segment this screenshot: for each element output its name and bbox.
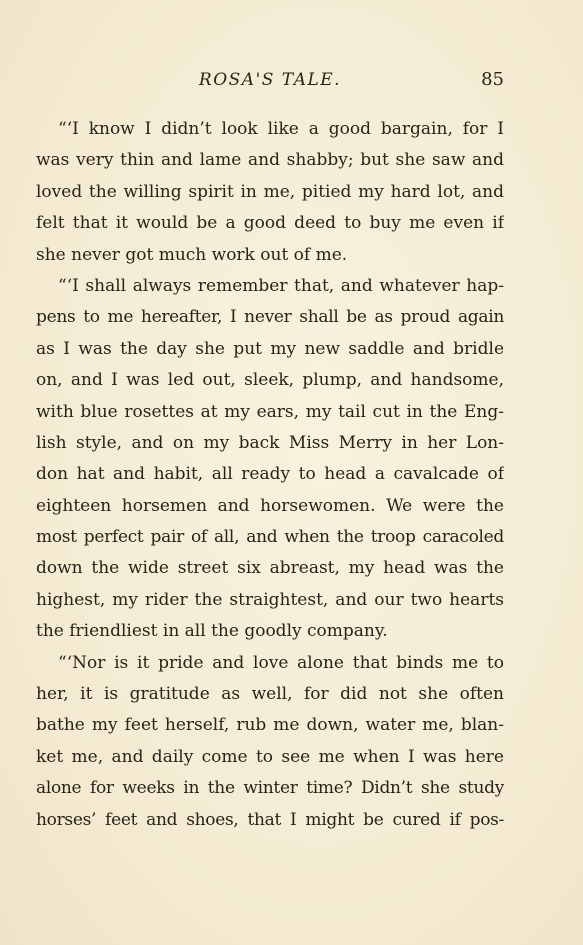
text-line: lish style, and on my back Miss Merry in her Lon- [36,432,504,453]
text-line: “‘I know I didn’t look like a good bargain, for I [58,119,504,139]
text-line: loved the willing spirit in me, pitied my hard lot, and [36,181,504,202]
text-line: the friendliest in all the goodly company. [36,621,388,642]
text-line: don hat and habit, all ready to head a cavalcade of [36,464,504,485]
text-line: with blue rosettes at my ears, my tail cut in the Eng- [36,401,504,422]
text-line: horses’ feet and shoes, that I might be cured if pos- [36,809,504,830]
text-line: as I was the day she put my new saddle and bridle [36,338,504,359]
text-line: was very thin and lame and shabby; but she saw and [36,150,504,171]
text-line: bathe my feet herself, rub me down, water me, blan- [36,715,504,736]
running-title: ROSA'S TALE. [198,70,342,90]
text-line: pens to me hereafter, I never shall be as proud again [36,307,504,328]
text-line: highest, my rider the straightest, and our two hearts [36,589,504,610]
text-line: on, and I was led out, sleek, plump, and handsome, [36,370,504,391]
text-line: felt that it would be a good deed to buy me even if [36,213,504,234]
text-line: “‘I shall always remember that, and whatever hap- [58,275,504,296]
text-line: most perfect pair of all, and when the troop caracoled [36,527,504,548]
text-line: her, it is gratitude as well, for did not she often [36,684,504,705]
running-head [36,68,504,92]
text-line: “‘Nor is it pride and love alone that binds me to [58,652,504,673]
page-number: 85 [481,69,504,90]
text-line: down the wide street six abreast, my head was the [36,558,504,579]
text-line: alone for weeks in the winter time? Didn’t she study [36,778,504,799]
text-line: she never got much work out of me. [36,244,348,265]
body-text [36,114,504,836]
text-line: ket me, and daily come to see me when I was here [36,746,504,767]
text-line: eighteen horsemen and horsewomen. We were the [36,495,504,516]
